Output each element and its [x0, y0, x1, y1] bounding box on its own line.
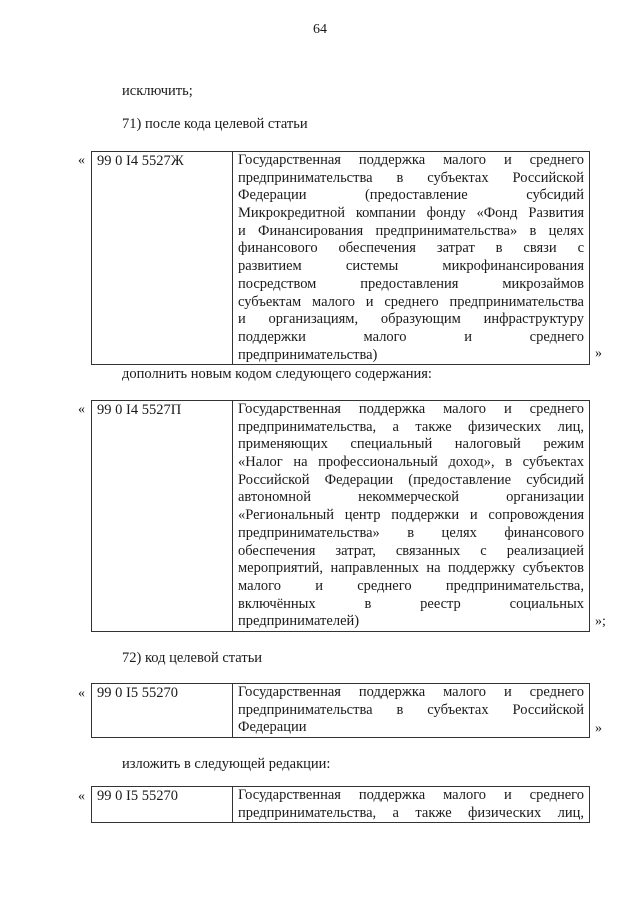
description-line: предпринимательства в субъектах Российской	[238, 169, 584, 186]
budget-table-1	[91, 151, 590, 365]
page-number: 64	[313, 22, 327, 37]
description-line: малого и среднего предпринимательства,	[238, 577, 584, 594]
description-line: предпринимательства)	[238, 346, 378, 363]
open-quote-3: «	[78, 686, 85, 701]
open-quote-2: «	[78, 402, 85, 417]
target-article-code: 99 0 I4 5527П	[92, 401, 233, 632]
description-line: Государственная поддержка малого и среднего	[238, 152, 584, 168]
description-line: Микрокредитной компании фонду «Фонд Развития	[238, 205, 584, 222]
description-line: предпринимательства» в целях финансового	[238, 524, 584, 541]
budget-table-2	[91, 400, 590, 632]
description-line: финансового обеспечения затрат в связи с	[238, 240, 584, 257]
close-quote-2: »;	[595, 614, 606, 629]
description-line: предпринимателей)	[238, 613, 360, 630]
target-article-code: 99 0 I5 55270	[92, 684, 233, 738]
target-article-description	[233, 787, 590, 823]
target-article-description	[233, 401, 590, 632]
description-line: развитием системы микрофинансирования	[238, 258, 584, 275]
description-line: поддержки малого и среднего	[238, 328, 584, 345]
target-article-description	[233, 684, 590, 738]
table-row	[92, 401, 590, 632]
budget-table-3	[91, 683, 590, 738]
description-line: предпринимательства, а также физических лиц,	[238, 804, 584, 821]
paragraph-71: 71) после кода целевой статьи	[122, 116, 308, 132]
description-line: применяющих специальный налоговый режим	[238, 436, 584, 453]
description-line: «Региональный центр поддержки и сопровождения	[238, 507, 584, 524]
open-quote-1: «	[78, 153, 85, 168]
target-article-code: 99 0 I4 5527Ж	[92, 152, 233, 365]
description-line: автономной некоммерческой организации	[238, 489, 584, 506]
description-line: Государственная поддержка малого и среднего	[238, 684, 584, 700]
description-line: посредством предоставления микрозаймов	[238, 275, 584, 292]
budget-table-4	[91, 786, 590, 823]
paragraph-new-edition: изложить в следующей редакции:	[122, 756, 331, 772]
table-row	[92, 152, 590, 365]
description-line: обеспечения затрат, связанных с реализацией	[238, 542, 584, 559]
close-quote-3: »	[595, 721, 602, 736]
table-row	[92, 684, 590, 738]
description-line: «Налог на профессиональный доход», в субъектах	[238, 454, 584, 471]
table-row	[92, 787, 590, 823]
target-article-code: 99 0 I5 55270	[92, 787, 233, 823]
target-article-description	[233, 152, 590, 365]
description-line: мероприятий, направленных на поддержку субъектов	[238, 560, 584, 577]
description-line: Государственная поддержка малого и среднего	[238, 787, 584, 803]
paragraph-exclude: исключить;	[122, 83, 193, 99]
description-line: Российской Федерации (предоставление субсидий	[238, 471, 584, 488]
paragraph-add-code: дополнить новым кодом следующего содержания:	[122, 366, 432, 382]
description-line: Государственная поддержка малого и среднего	[238, 401, 584, 417]
description-line: субъектам малого и среднего предпринимательства	[238, 293, 584, 310]
description-line: и Финансирования предпринимательства» в целях	[238, 222, 584, 239]
open-quote-4: «	[78, 789, 85, 804]
description-line: предпринимательства, а также физических лиц,	[238, 418, 584, 435]
close-quote-1: »	[595, 346, 602, 361]
paragraph-72: 72) код целевой статьи	[122, 650, 263, 666]
description-line: и организациям, образующим инфраструктуру	[238, 311, 584, 328]
description-line: включённых в реестр социальных	[238, 595, 584, 612]
description-line: Федерации (предоставление субсидий	[238, 187, 584, 204]
description-line: Федерации	[238, 719, 307, 736]
description-line: предпринимательства в субъектах Российской	[238, 701, 584, 718]
